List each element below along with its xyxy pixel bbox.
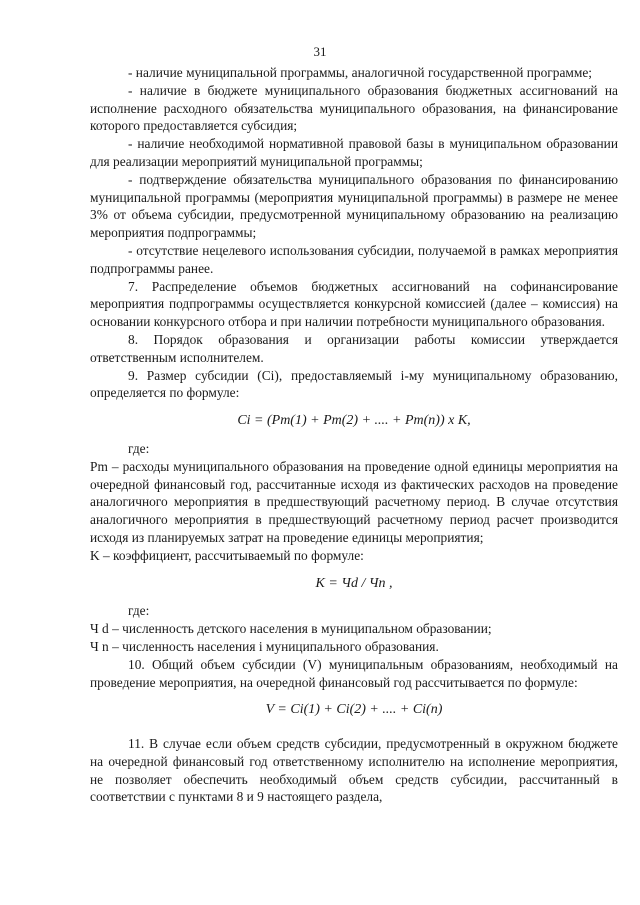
- clause-11: 11. В случае если объем средств субсидии, предусмотренный в окружном бюджете на очередной финансовый год ответственному исполнителю на исполнение мероприятия, не позволяет обеспечить необходимый объем средств субсидии, рассчитанный в соответствии с пунктами 8 и 9 настоящего раздела,: [90, 736, 618, 805]
- condition-program: - наличие муниципальной программы, аналогичной государственной программе;: [128, 65, 593, 80]
- page-number: 31: [313, 44, 327, 59]
- clause-8: 8. Порядок образования и организации работы комиссии утверждается ответственным исполнителем.: [90, 331, 618, 365]
- document-body: [90, 64, 618, 806]
- condition-no-misuse: - отсутствие нецелевого использования субсидии, получаемой в рамках мероприятия подпрограммы ранее.: [90, 242, 618, 276]
- clause-9: 9. Размер субсидии (Ci), предоставляемый i-му муниципальному образованию, определяется по формуле:: [90, 367, 618, 401]
- pm-definition: Pm – расходы муниципального образования на проведение одной единицы мероприятия на очередной финансовый год, рассчитанные исходя из фактических расходов на проведение аналогичного мероприятия в предшествующий расчетному период. В случае отсутствия аналогичного мероприятия в предшествующий расчетному период расчет производится исходя из планируемых затрат на проведение единицы мероприятия;: [90, 458, 618, 545]
- formula-subsidy: Ci = (Pm(1) + Pm(2) + .... + Pm(n)) x K,: [237, 413, 471, 429]
- where-label-2: где:: [128, 603, 150, 619]
- chn-definition: Ч n – численность населения i муниципального образования.: [90, 638, 439, 654]
- condition-budget: - наличие в бюджете муниципального образования бюджетных ассигнований на исполнение расходного обязательства муниципального образования, на финансирование которого предоставляется субсидия;: [90, 82, 618, 134]
- condition-cofinancing: - подтверждение обязательства муниципального образования по финансированию муниципальной программы (мероприятия муниципальной программы) в размере не менее 3% от объема субсидии, предусмотренной муниципальному образованию на реализацию мероприятия подпрограммы;: [90, 171, 618, 241]
- condition-legal-base: - наличие необходимой нормативной правовой базы в муниципальном образовании для реализации мероприятий муниципальной программы;: [90, 136, 618, 169]
- chd-definition: Ч d – численность детского населения в муниципальном образовании;: [90, 621, 492, 637]
- where-label-1: где:: [128, 440, 150, 456]
- formula-coefficient: K = Чd / Чn ,: [315, 575, 393, 591]
- clause-7: 7. Распределение объемов бюджетных ассигнований на софинансирование мероприятия подпрограммы осуществляется конкурсной комиссией (далее – комиссия) на основании конкурсного отбора и при наличии потребности муниципального образования.: [90, 278, 618, 330]
- k-definition: K – коэффициент, рассчитываемый по формуле:: [90, 547, 364, 563]
- clause-10: 10. Общий объем субсидии (V) муниципальным образованиям, необходимый на проведение мероприятия, на очередной финансовый год рассчитывается по формуле:: [90, 656, 618, 690]
- formula-total: V = Ci(1) + Ci(2) + .... + Ci(n): [265, 702, 443, 718]
